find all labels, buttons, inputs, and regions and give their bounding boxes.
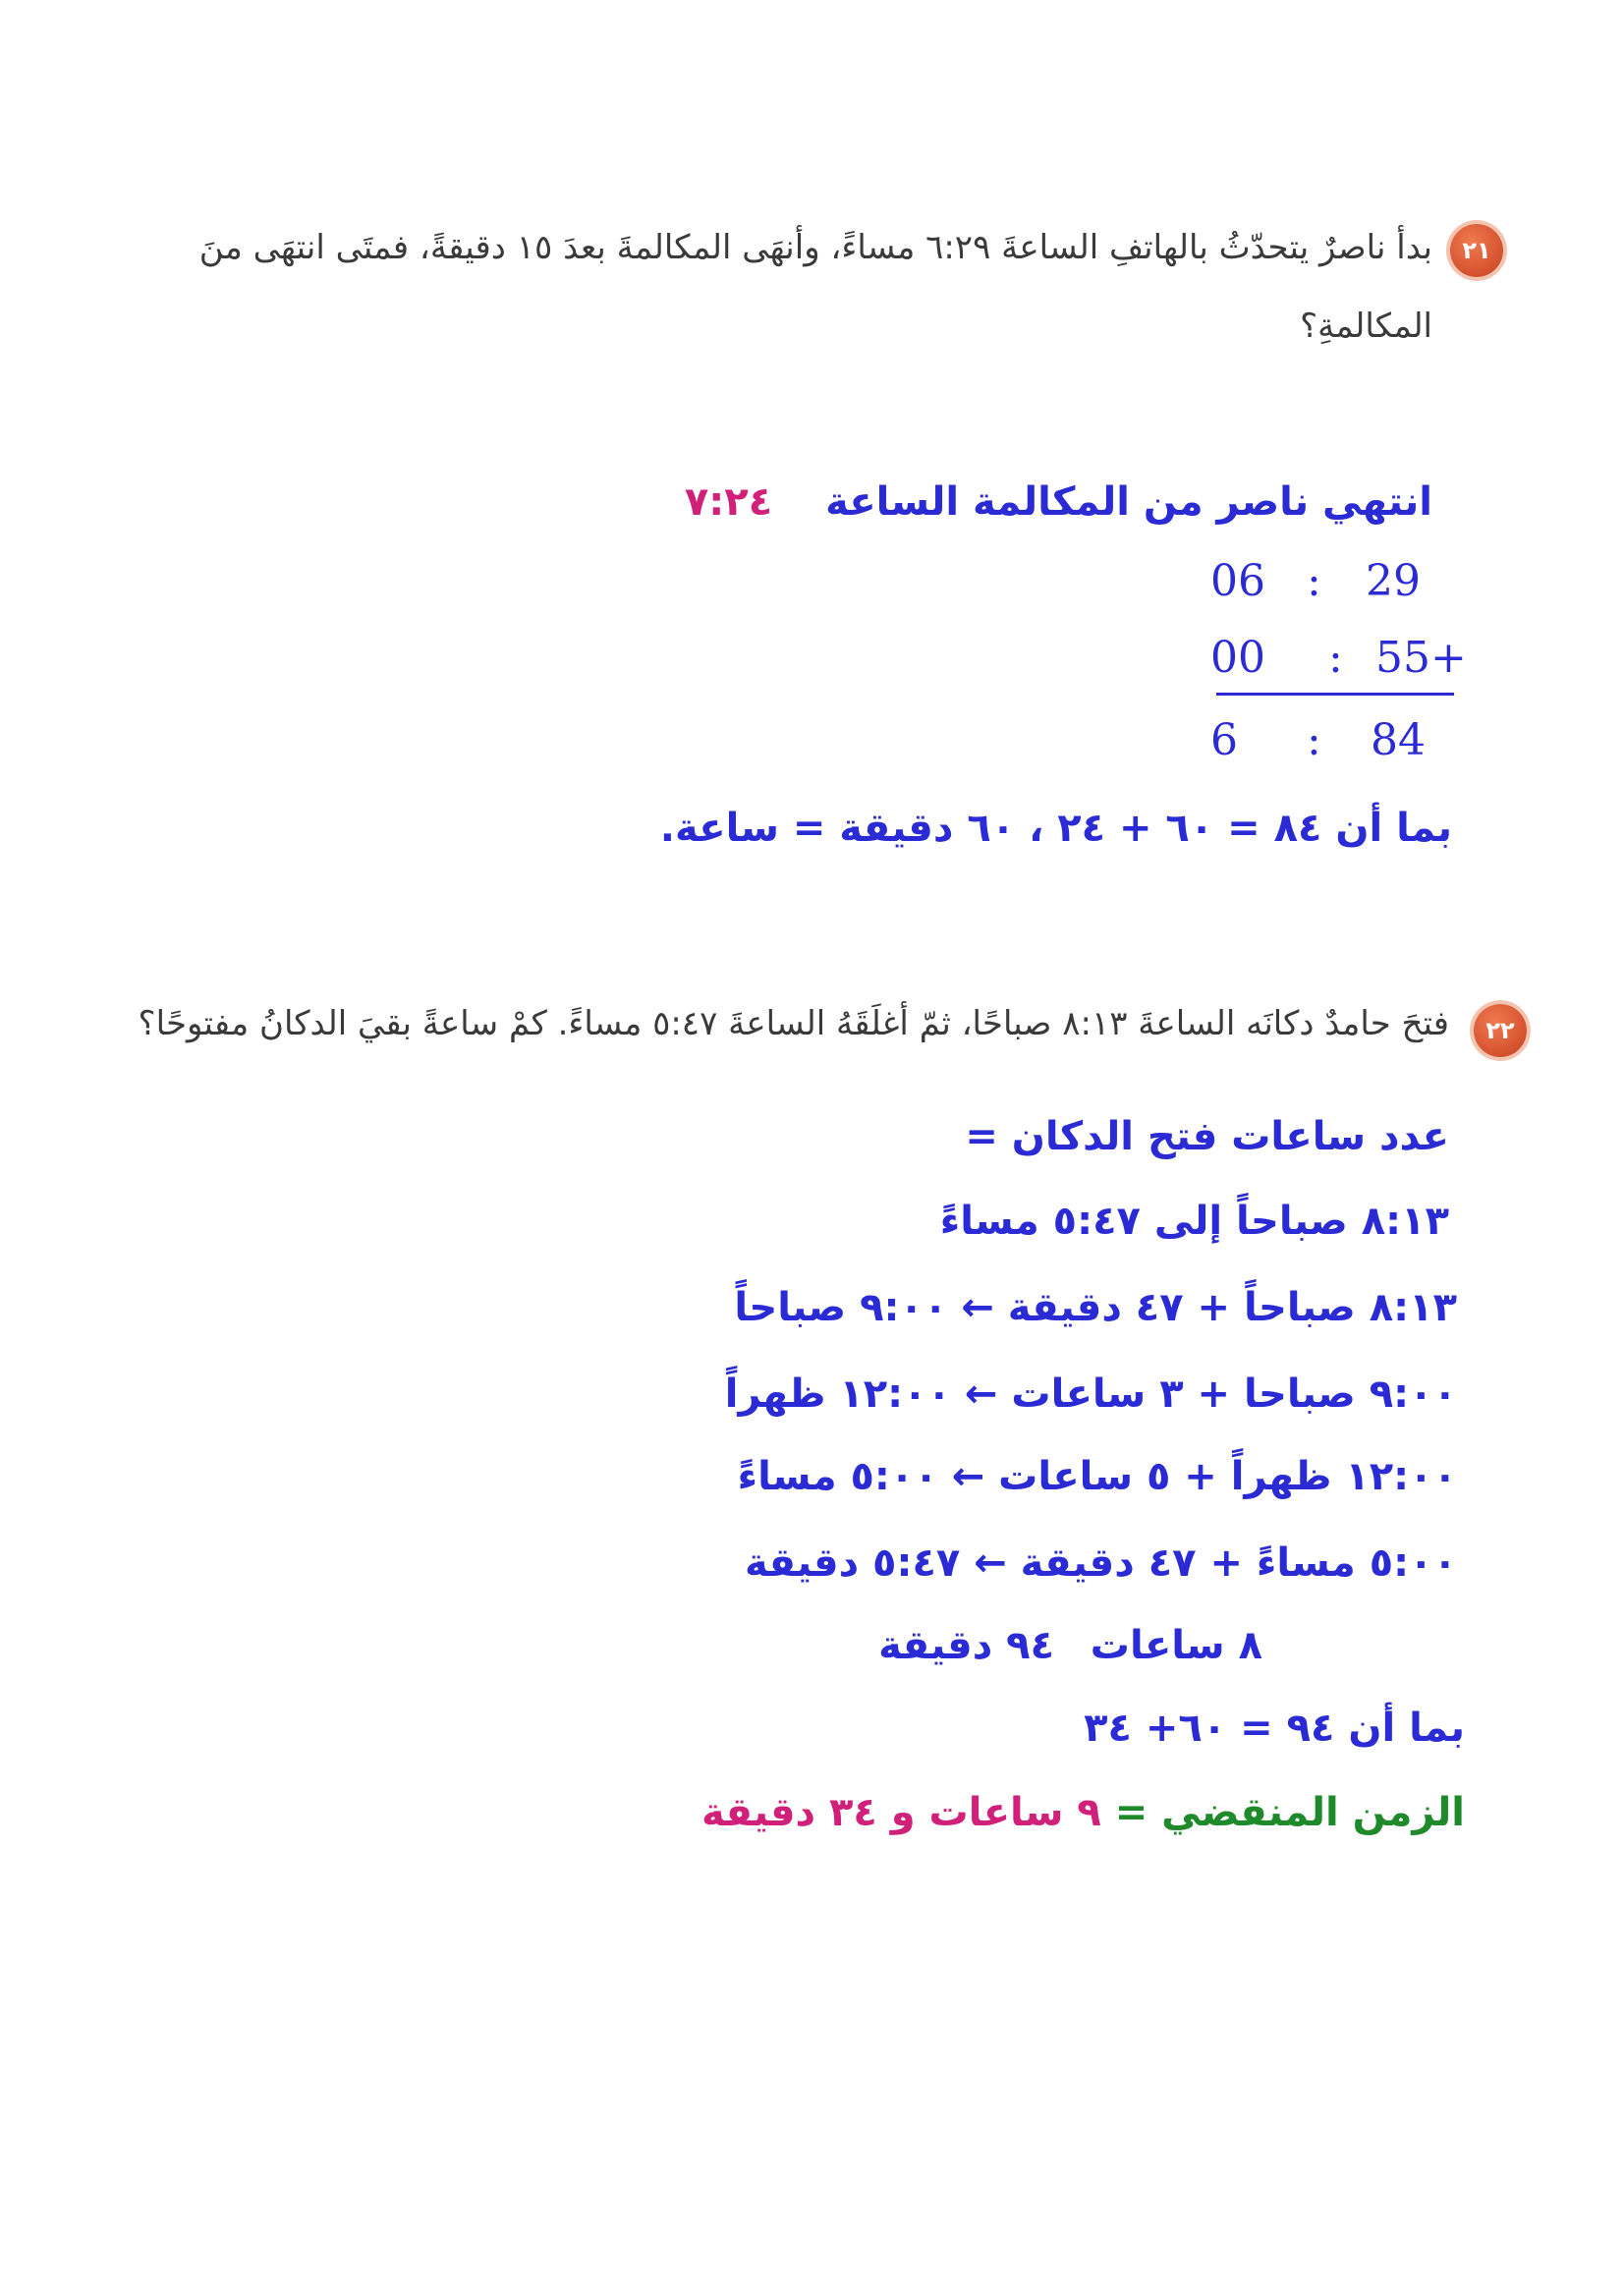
question-number: ٢٢ [1485, 1017, 1515, 1044]
sum-hours: ٨ ساعات [1090, 1623, 1262, 1668]
question-number-badge [1474, 1004, 1527, 1057]
calc-sum-line [1216, 693, 1454, 696]
calc-row-3-hours: 6 [1210, 715, 1238, 765]
calc-row-1-hours: 06 [1210, 556, 1265, 606]
solution-step-4: ٩:٠٠ صباحا + ٣ ساعات ← ١٢:٠٠ ظهراً [724, 1371, 1457, 1417]
question-number-badge [1450, 224, 1503, 277]
calc-row-2-min: 55+ [1375, 633, 1467, 683]
answer-note: بما أن ٨٤ = ٦٠ + ٢٤ ، ٦٠ دقيقة = ساعة. [659, 806, 1452, 851]
calc-row-1-min: 29 [1366, 556, 1421, 606]
solution-step-2: ٨:١٣ صباحاً إلى ٥:٤٧ مساءً [939, 1199, 1449, 1244]
question-text-line2: المكالمةِ؟ [1300, 307, 1432, 346]
solution-step-5: ١٢:٠٠ ظهراً + ٥ ساعات ← ٥:٠٠ مساءً [737, 1454, 1457, 1499]
since-line: بما أن ٩٤ = ٦٠+ ٣٤ [1084, 1706, 1465, 1751]
answer-label: انتهي ناصر من المكالمة الساعة [825, 479, 1432, 525]
question-text-line1: بدأ ناصرٌ يتحدّثُ بالهاتفِ الساعةَ ٦:٢٩ مساءً، وأنهَى المكالمةَ بعدَ ١٥ دقيقةً، فمتَى انتهَى منَ [198, 228, 1432, 267]
solution-step-3: ٨:١٣ صباحاً + ٤٧ دقيقة ← ٩:٠٠ صباحاً [734, 1285, 1457, 1330]
result-label: الزمن المنقضي = [1114, 1790, 1465, 1835]
result-value: ٩ ساعات و ٣٤ دقيقة [700, 1790, 1101, 1835]
calc-row-2-hours: 00 [1210, 633, 1265, 683]
calc-row-1-sep: : [1307, 556, 1321, 606]
answer-line [685, 479, 1432, 525]
sum-minutes: ٩٤ دقيقة [878, 1623, 1054, 1668]
solution-step-1: عدد ساعات فتح الدكان = [965, 1114, 1449, 1159]
solution-step-6: ٥:٠٠ مساءً + ٤٧ دقيقة ← ٥:٤٧ دقيقة [745, 1540, 1457, 1586]
question-text-line1: فتحَ حامدٌ دكانَه الساعةَ ٨:١٣ صباحًا، ثمّ أغلَقَهُ الساعةَ ٥:٤٧ مساءً. كمْ ساعةً بقيَ الدكانُ مفتوحًا؟ [138, 1004, 1449, 1043]
answer-time: ٧:٢٤ [684, 479, 773, 525]
calc-row-2-sep: : [1328, 633, 1343, 683]
calc-row-3-min: 84 [1371, 715, 1426, 765]
calc-row-3-sep: : [1307, 715, 1321, 765]
result-line [701, 1790, 1465, 1835]
question-number: ٢١ [1462, 237, 1491, 264]
